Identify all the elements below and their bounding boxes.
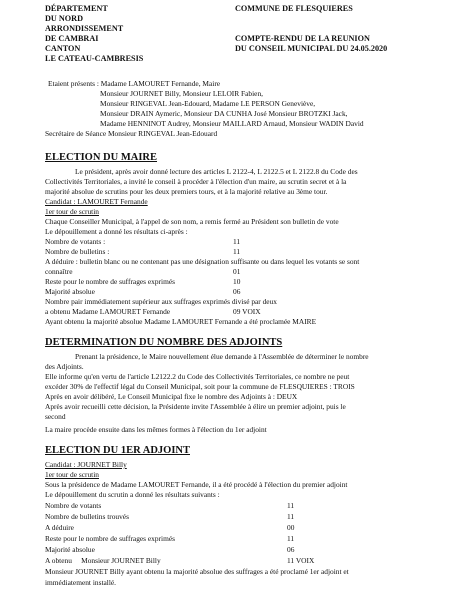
result-value: 01 (233, 267, 241, 276)
votes-value: 09 VOIX (233, 307, 261, 316)
conclusion-line: Monsieur JOURNET Billy ayant obtenu la majorité absolue des suffrages a été proclamé 1er adjoint et (45, 567, 349, 576)
header-line: DÉPARTEMENT (45, 4, 108, 13)
header-line: LE CATEAU-CAMBRESIS (45, 54, 144, 63)
obtained-label: A obtenu Monsieur JOURNET Billy (45, 556, 161, 565)
report-title: COMPTE-RENDU DE LA REUNION (235, 34, 370, 43)
header-line: DU NORD (45, 14, 83, 23)
deduction-line: A déduire : bulletin blanc ou ne contenant pas une désignation suffisante ou dans lequel les votants se sont (45, 257, 360, 266)
adjoints-line: Après en avoir délibéré, Le Conseil Municipal fixe le nombre des Adjoints à : DEUX (45, 392, 298, 401)
votes-value: 11 VOIX (287, 556, 315, 565)
presence-line: Madame HENNINOT Audrey, Monsieur MAILLARD Arnaud, Monsieur WADIN David (100, 119, 364, 128)
section-title-election-adjoint: ELECTION DU 1ER ADJOINT (45, 445, 190, 456)
result-value: 06 (287, 545, 295, 554)
result-label: Reste pour le nombre de suffrages exprimés (45, 534, 175, 543)
presence-line: Monsieur DRAIN Aymeric, Monsieur DA CUNHA José Monsieur BROTZKI Jack, (100, 109, 348, 118)
result-label: Nombre de bulletins : (45, 247, 110, 256)
header-line: DE CAMBRAI (45, 34, 99, 43)
adjoints-line: Prenant la présidence, le Maire nouvellement élue demande à l'Assemblée de déterminer le nombre (75, 352, 369, 361)
intro-line: Collectivités Territoriales, a invité le conseil à procéder à l'élection d'un maire, au scrutin secret et à la (45, 177, 347, 186)
section-title-adjoints: DETERMINATION DU NOMBRE DES ADJOINTS (45, 337, 283, 348)
intro-line: majorité absolue de scrutins pour les deux premiers tours, et à la majorité relative au 3ème tour. (45, 187, 328, 196)
presence-line: Etaient présents : Madame LAMOURET Fernande, Maire (48, 79, 221, 88)
result-label: A déduire (45, 523, 74, 532)
result-label: Nombre de votants (45, 501, 102, 510)
header-line: CANTON (45, 44, 81, 53)
round-label: 1er tour de scrutin (45, 207, 99, 216)
result-value: 11 (233, 247, 241, 256)
result-value: 10 (233, 277, 241, 286)
presence-line: Monsieur JOURNET Billy, Monsieur LELOIR Fabien, (100, 89, 263, 98)
adjoints-line: second (45, 412, 66, 421)
adjoints-line: Après avoir recueilli cette décision, la Présidente invite l'Assemblée à élire un premier adjoint, puis le (45, 402, 346, 411)
result-value: 11 (233, 237, 241, 246)
result-label: Nombre de bulletins trouvés (45, 512, 129, 521)
result-label: connaître (45, 267, 73, 276)
presence-line: Monsieur RINGEVAL Jean-Edouard, Madame LE PERSON Geneviève, (100, 99, 316, 108)
result-value: 06 (233, 287, 241, 296)
result-value: 00 (287, 523, 295, 532)
result-label: Reste pour le nombre de suffrages exprimés (45, 277, 175, 286)
result-value: 11 (287, 534, 295, 543)
commune-title: COMMUNE DE FLESQUIERES (235, 4, 353, 13)
section-title-election-maire: ELECTION DU MAIRE (45, 152, 158, 163)
obtained-label: a obtenu Madame LAMOURET Fernande (45, 307, 171, 316)
adjoints-line: La maire procède ensuite dans les mêmes formes à l'élection du 1er adjoint (45, 425, 267, 434)
procedure-line: Sous la présidence de Madame LAMOURET Fernande, il a été procédé à l'élection du premier adjoint (45, 480, 348, 489)
result-value: 11 (287, 501, 295, 510)
adjoints-line: Elle informe qu'en vertu de l'article L2122.2 du Code des Collectivités Territoriales, ce nombre ne peut (45, 372, 350, 381)
intro-line: Le président, après avoir donné lecture des articles L 2122-4, L 2122.5 et L 2122.8 du Code des (75, 167, 358, 176)
adjoints-line: excéder 30% de l'effectif légal du Conseil Municipal, soit pour la commune de FLESQUIERES : TROIS (45, 382, 355, 391)
procedure-line: Le dépouillement a donné les résultats ci-après : (45, 227, 188, 236)
result-value: 11 (287, 512, 295, 521)
even-number-line: Nombre pair immédiatement supérieur aux suffrages exprimés divisé par deux (45, 297, 277, 306)
result-label: Nombre de votants : (45, 237, 106, 246)
report-date: DU CONSEIL MUNICIPAL DU 24.05.2020 (235, 44, 388, 53)
conclusion-line: immédiatement installé. (45, 578, 117, 587)
secretary-line: Secrétaire de Séance Monsieur RINGEVAL Jean-Edouard (45, 129, 218, 138)
round-label: 1er tour de scrutin (45, 470, 99, 479)
conclusion-line: Ayant obtenu la majorité absolue Madame LAMOURET Fernande a été proclamée MAIRE (45, 317, 317, 326)
procedure-line: Chaque Conseiller Municipal, à l'appel de son nom, a remis fermé au Président son bulletin de vote (45, 217, 339, 226)
procedure-line: Le dépouillement du scrutin a donné les résultats suivants : (45, 490, 220, 499)
result-label: Majorité absolue (45, 545, 95, 554)
adjoints-line: des Adjoints. (45, 362, 84, 371)
candidate-label: Candidat : LAMOURET Fernande (45, 197, 148, 206)
result-label: Majorité absolue (45, 287, 95, 296)
header-line: ARRONDISSEMENT (45, 24, 124, 33)
candidate-label: Candidat : JOURNET Billy (45, 460, 127, 469)
